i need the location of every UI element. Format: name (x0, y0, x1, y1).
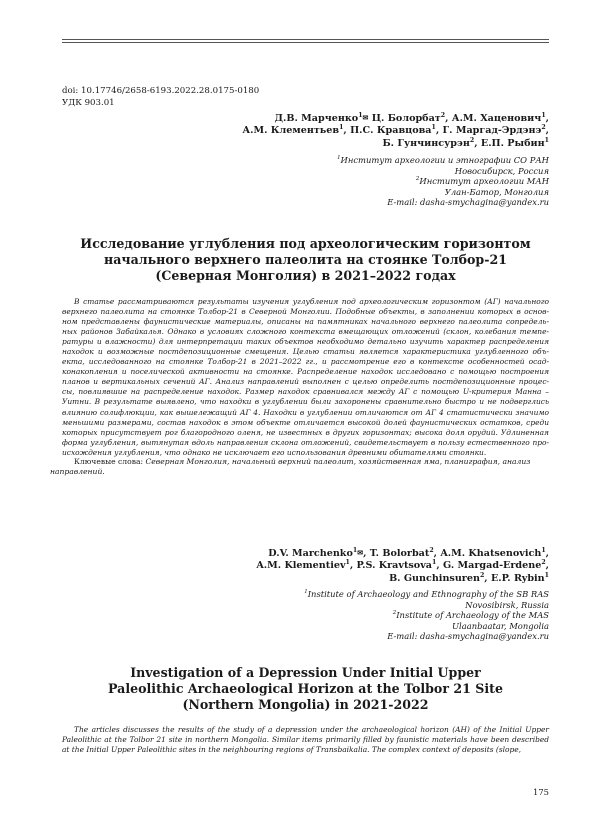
author-name: G. Margad-Erdene (443, 560, 542, 572)
author-name: А.М. Клементьев (242, 125, 340, 137)
author-affil-index: 2 (429, 546, 434, 554)
author-separator: , (433, 548, 441, 559)
ru-authors-line-2 (242, 125, 549, 137)
top-rule-upper (62, 39, 549, 40)
en-title-line: (Northern Mongolia) in 2021-2022 (182, 697, 429, 713)
abstract-line: ном представлены фаунистические материалы, описаны на памятниках начального верхнего палеолита сопредель- (62, 317, 549, 327)
author-name: D.V. Marchenko (268, 548, 353, 559)
envelope-icon: ✉ (362, 113, 369, 122)
abstract-line: сы, повлиявшие на распределение находок. Размер находок сравнивался между АГ с помощью U-критерия Манна – (62, 387, 549, 397)
abstract-line: конакопления и поселической активности на стоянке. Распределение находок исследовано с помощью построения (62, 367, 549, 377)
en-affiliations (304, 589, 549, 642)
author-affil-index: 1 (358, 111, 363, 119)
author-affil-index: 1 (345, 559, 350, 567)
en-affil-1: $^1$Institute of Archaeology and Ethnography of the SB RAS (304, 589, 549, 599)
abstract-line: екта, исследованного на стоянке Толбор-21 в 2021–2022 гг., и рассмотрение его в контексте особенностей осад- (62, 357, 549, 367)
ru-authors-line-3 (242, 138, 549, 150)
en-affil-2-city: Ulaanbaatar, Mongolia (452, 620, 549, 631)
ru-affil-1-city: Новосибирск, Россия (454, 165, 549, 176)
author-separator: , (474, 137, 481, 149)
ru-title (62, 236, 549, 285)
author-affil-index: 1 (541, 546, 546, 554)
ru-affiliations (337, 155, 549, 208)
author-separator: , (343, 125, 351, 137)
abstract-line: at the Initial Upper Paleolithic sites in the neighbouring regions of Transbaikalia. The complex context of deposits (slope, (62, 745, 522, 755)
ru-title-line: Исследование углубления под археологическим горизонтом (80, 236, 531, 251)
abstract-line: форма углубления, вытянутая вдоль направления склона отложений, свидетельствует в пользу естественного про- (62, 437, 549, 447)
author-separator: , (436, 560, 444, 572)
abstract-line: влиянию солифлюкции, как вышележащий АГ 4. Находки в углублении отличаются от АГ 4 статистически значимо (62, 407, 549, 417)
author-affil-index: 2 (541, 559, 546, 567)
abstract-line: Уитни. В результате выявлено, что находки в углублении были захоронены сравнительно быстро и не подверглись (62, 397, 549, 407)
en-abstract (62, 725, 549, 755)
author-separator: , (363, 548, 370, 559)
en-affil-1-city: Novosibirsk, Russia (465, 599, 549, 610)
author-name: Ц. Болорбат (371, 113, 441, 124)
author-name: T. Bolorbat (369, 548, 430, 559)
ru-affil-2-city: Улан-Батор, Монголия (444, 186, 549, 197)
ru-title-line: (Северная Монголия) в 2021–2022 годах (155, 268, 456, 284)
author-name: E.P. Rybin (490, 572, 545, 584)
top-rule-lower (62, 42, 549, 43)
en-title-line: Paleolithic Archaeological Horizon at the Tolbor 21 Site (108, 681, 503, 697)
ru-keywords-label: Ключевые слова: (74, 457, 144, 466)
abstract-line: которых присутствует рог благородного оленя, не известных в других горизонтах; высока доля орудий. Удлиненная (62, 427, 549, 437)
ru-keywords-text: Северная Монголия, начальный верхний палеолит, хозяйственная яма, планиграфия, анализ (145, 457, 531, 466)
author-name: П.С. Кравцова (350, 125, 432, 137)
en-authors (256, 547, 549, 585)
author-affil-index: 1 (339, 124, 344, 132)
page-number: 175 (533, 787, 549, 797)
ru-affil-2: $^2$Институт археологии МАН (415, 176, 549, 187)
ru-keywords (50, 457, 549, 477)
author-affil-index: 1 (431, 559, 437, 567)
author-affil-index: 2 (469, 136, 475, 144)
author-name: B. Gunchinsuren (389, 572, 480, 584)
author-name: P.S. Kravtsova (356, 560, 432, 572)
abstract-line: The articles discusses the results of the study of a depression under the archaeological horizon (AH) of the Initial Upper (74, 725, 549, 734)
en-authors-line-3 (256, 573, 549, 585)
abstract-line: планов и вертикальных сечений АГ. Анализ направлений выполнен с целью определить постдепозиционные процес- (62, 377, 549, 387)
author-affil-index: 1 (541, 111, 546, 119)
author-separator: , (545, 113, 549, 124)
author-separator: , (349, 560, 357, 572)
ru-abstract (62, 297, 549, 458)
author-separator: , (545, 125, 549, 137)
author-name: А.М. Хаценович (451, 113, 542, 124)
ru-affil-1: $^1$Институт археологии и этнографии СО РАН (337, 155, 549, 165)
envelope-icon: ✉ (357, 548, 364, 557)
author-separator: , (445, 113, 452, 124)
abstract-line: исхождения углубления, что однако не исключает его использования древними обитателями стоянки. (62, 447, 487, 457)
en-title-line: Investigation of a Depression Under Initial Upper (130, 665, 481, 680)
author-separator: , (545, 548, 549, 559)
author-affil-index: 2 (440, 111, 446, 119)
en-email: E-mail: dasha-smychagina@yandex.ru (387, 631, 549, 642)
en-authors-line-2 (256, 560, 549, 572)
author-name: A.M. Klementiev (256, 560, 346, 572)
author-name: Г. Маргад-Эрдэнэ (442, 125, 542, 137)
author-separator: , (435, 125, 443, 137)
author-name: Б. Гунчинсурэн (382, 137, 470, 149)
abstract-line: находок и возможные постдепозиционные смещения. Целью статьи является характеристика углубленного объ- (62, 347, 549, 357)
author-affil-index: 1 (544, 571, 549, 579)
author-separator: , (484, 572, 491, 584)
abstract-line: верхнего палеолита на стоянке Толбор-21 в Северной Монголии. Подобные объекты, в заполнении которых в основ- (62, 307, 549, 317)
en-affil-2: $^2$Institute of Archaeology of the MAS (392, 610, 549, 621)
author-affil-index: 1 (544, 136, 549, 144)
en-title (62, 665, 549, 714)
abstract-line: В статье рассматриваются результаты изучения углубления под археологическим горизонтом (АГ) начального (74, 297, 549, 306)
en-authors-line-1 (256, 547, 549, 560)
author-affil-index: 2 (541, 124, 546, 132)
author-affil-index: 2 (479, 571, 485, 579)
udk: УДК 903.01 (62, 98, 115, 108)
ru-keywords-text-cont: направлений. (50, 467, 105, 477)
abstract-line: Paleolithic at the Tolbor 21 site in northern Mongolia. Similar items primarily filled by faunistic materials have been described (62, 735, 549, 745)
author-name: A.M. Khatsenovich (440, 548, 542, 559)
author-separator: , (545, 560, 549, 572)
ru-email: E-mail: dasha-smychagina@yandex.ru (387, 197, 549, 208)
author-affil-index: 1 (431, 124, 436, 132)
abstract-line: ных районов Забайкалья. Однако в условиях сложного контекста вмещающих отложений (склон, колебания темпе- (62, 327, 549, 337)
doi: doi: 10.17746/2658-6193.2022.28.0175-0180 (62, 86, 260, 96)
abstract-line: меньшими размерами, состав находок в этом объекте отличается высокой долей фаунистических остатков, среди (62, 417, 549, 427)
author-name: Е.П. Рыбин (480, 137, 545, 149)
abstract-line: ратуры и влажности) для интерпретации таких объектов необходимо детально изучить характер распределения (62, 337, 549, 347)
author-affil-index: 1 (352, 546, 358, 554)
author-name: Д.В. Марченко (274, 113, 359, 124)
ru-authors (242, 112, 549, 150)
ru-title-line: начального верхнего палеолита на стоянке Толбор-21 (103, 252, 507, 268)
ru-authors-line-1 (242, 112, 549, 125)
